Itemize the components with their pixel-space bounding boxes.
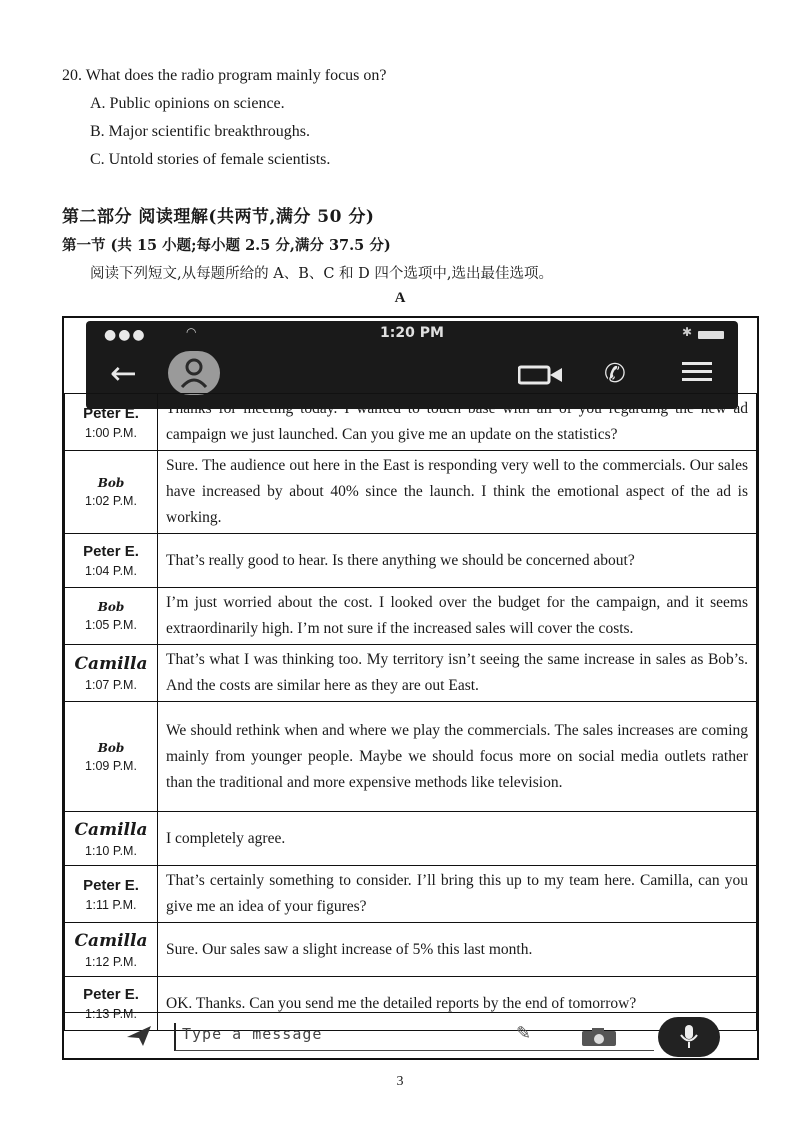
microphone-icon[interactable]: [658, 1017, 720, 1057]
page-number: 3: [396, 1074, 404, 1089]
back-arrow-icon[interactable]: ←: [110, 354, 137, 392]
message-time: 1:07 P.M.: [85, 678, 137, 692]
chat-message: [65, 812, 757, 866]
sender-name: Bob: [97, 600, 125, 614]
message-time: 1:04 P.M.: [85, 564, 137, 578]
message-time: 1:12 P.M.: [85, 954, 137, 969]
sender-name: Camilla: [74, 819, 148, 840]
message-sender: [65, 588, 158, 645]
section-title: 第二部分 阅读理解(共两节,满分 50 分): [62, 207, 375, 227]
menu-icon[interactable]: [682, 361, 712, 387]
chat-message: [65, 451, 757, 534]
message-text: That’s really good to hear. Is there anything we should be concerned about?: [158, 534, 757, 588]
message-text: Sure. Our sales saw a slight increase of 5% this last month.: [158, 923, 757, 977]
option-b: B. Major scientific breakthroughs.: [90, 123, 310, 140]
chat-message: [65, 702, 757, 812]
chat-message: [65, 923, 757, 977]
status-time: 1:20 PM: [380, 325, 444, 341]
chat-screenshot: [62, 316, 759, 1060]
message-sender: [65, 645, 158, 702]
question-stem: 20. What does the radio program mainly focus on?: [62, 67, 387, 84]
instruction-text: 阅读下列短文,从每题所给的 A、B、C 和 D 四个选项中,选出最佳选项。: [90, 266, 553, 282]
message-sender: [65, 923, 158, 977]
option-c: C. Untold stories of female scientists.: [90, 151, 331, 168]
wifi-icon: ◠: [186, 325, 197, 339]
sender-name: Bob: [97, 740, 125, 755]
chat-message: [65, 866, 757, 923]
message-time: 1:13 P.M.: [85, 1007, 137, 1021]
chat-message: [65, 394, 757, 451]
message-time: 1:00 P.M.: [85, 425, 137, 440]
message-text: That’s what I was thinking too. My territory isn’t seeing the same increase in sales as Bob’s. And the costs are similar here as they are out East.: [158, 645, 757, 702]
attachment-icon[interactable]: ✎: [516, 1023, 532, 1044]
option-a: A. Public opinions on science.: [90, 95, 285, 112]
chat-log: [64, 393, 757, 1031]
message-sender: [65, 394, 158, 451]
message-sender: [65, 451, 158, 534]
message-time: 1:11 P.M.: [85, 897, 137, 912]
subsection-title: 第一节 (共 15 小题;每小题 2.5 分,满分 37.5 分): [62, 237, 391, 254]
battery-icon: [698, 331, 724, 339]
bluetooth-icon: ✱: [681, 325, 692, 339]
sender-name: Camilla: [74, 930, 148, 951]
message-input-placeholder: Type a message: [182, 1025, 323, 1043]
sender-name: Peter E.: [83, 404, 139, 422]
passage-letter: A: [394, 290, 406, 306]
message-composer: [64, 1012, 757, 1060]
message-text: I completely agree.: [158, 812, 757, 866]
sender-name: Peter E.: [83, 543, 139, 560]
phone-icon[interactable]: ✆: [604, 359, 626, 389]
video-icon[interactable]: [518, 365, 564, 389]
message-text: That’s certainly something to consider. I’ll bring this up to my team here. Camilla, can you give me an idea of your figures?: [158, 866, 757, 923]
message-text: Sure. The audience out here in the East is responding very well to the commercials. Our sales have increased by about 40% since the launch. I think the emotional aspect of the ad is working.: [158, 451, 757, 534]
signal-dots: ●●●: [104, 327, 147, 343]
message-time: 1:05 P.M.: [85, 618, 137, 632]
chat-message: [65, 588, 757, 645]
message-sender: [65, 534, 158, 588]
message-time: 1:02 P.M.: [85, 494, 137, 508]
message-text: Thanks for meeting today. I wanted to touch base with all of you regarding the new ad campaign we just launched. Can you give me an update on the statistics?: [158, 394, 757, 451]
avatar-icon[interactable]: [168, 351, 220, 395]
send-icon[interactable]: [126, 1025, 152, 1051]
message-text: I’m just worried about the cost. I looked over the budget for the campaign, and it seems extraordinarily high. I’m not sure if the increased sales will cover the costs.: [158, 588, 757, 645]
sender-name: Peter E.: [83, 986, 139, 1003]
camera-icon[interactable]: [581, 1027, 617, 1051]
message-sender: [65, 812, 158, 866]
message-text: OK. Thanks. Can you send me the detailed reports by the end of tomorrow?: [158, 977, 757, 1031]
message-sender: [65, 866, 158, 923]
chat-message: [65, 534, 757, 588]
message-sender: [65, 702, 158, 812]
chat-message: [65, 645, 757, 702]
sender-name: Camilla: [74, 654, 148, 674]
question-20: [62, 62, 742, 174]
sender-name: Peter E.: [83, 876, 139, 894]
sender-name: Bob: [97, 476, 125, 490]
message-time: 1:09 P.M.: [85, 758, 137, 773]
message-text: We should rethink when and where we play the commercials. The sales increases are coming mainly from younger people. Maybe we should focus more on social media outlets rather than the traditional and more expensive methods like television.: [158, 702, 757, 812]
message-time: 1:10 P.M.: [85, 843, 137, 858]
